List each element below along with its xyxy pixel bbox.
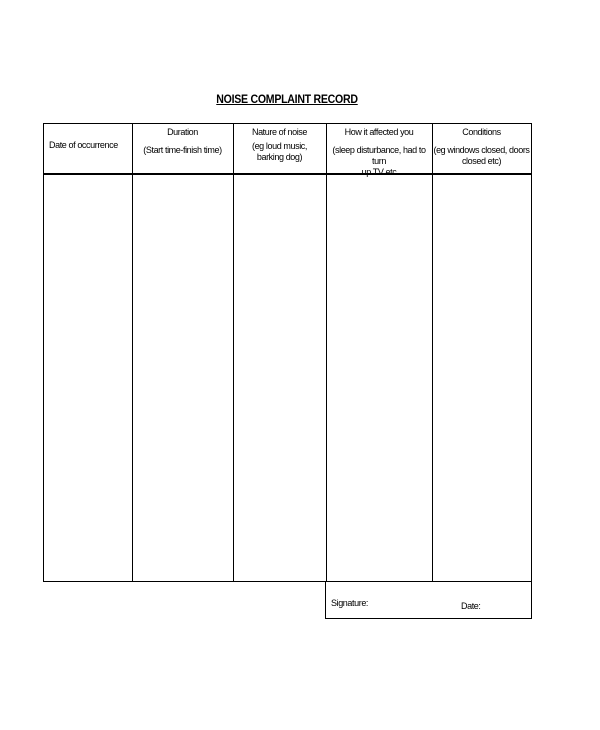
document-title: NOISE COMPLAINT RECORD [216, 92, 358, 106]
column-divider [132, 124, 133, 581]
header-line: (Start time-finish time) [143, 145, 222, 155]
complaint-record-table [43, 123, 532, 582]
header-line: up TV etc [361, 167, 397, 177]
header-nature-of-noise [233, 124, 326, 173]
column-divider [326, 124, 327, 581]
header-line: (eg windows closed, doors [433, 145, 530, 155]
header-line: (sleep disturbance, had to turn [332, 145, 426, 166]
column-divider [233, 124, 234, 581]
signature-box [325, 582, 532, 619]
header-how-it-affected-you [326, 124, 432, 177]
header-line: Nature of noise [251, 127, 308, 137]
signature-label: Signature: [331, 598, 369, 608]
table-header-row [44, 124, 531, 175]
header-line: Date of occurrence [49, 140, 118, 150]
header-line: barking dog) [256, 152, 303, 162]
header-line: (eg loud music, [251, 141, 308, 151]
header-line: closed etc) [461, 156, 502, 166]
date-label: Date: [461, 601, 481, 611]
header-line: Duration [167, 127, 198, 137]
header-line: How it affected you [344, 127, 414, 137]
header-conditions [432, 124, 531, 173]
column-divider [432, 124, 433, 581]
header-duration [132, 124, 233, 173]
header-line: Conditions [462, 127, 501, 137]
header-date-of-occurrence [44, 124, 132, 173]
